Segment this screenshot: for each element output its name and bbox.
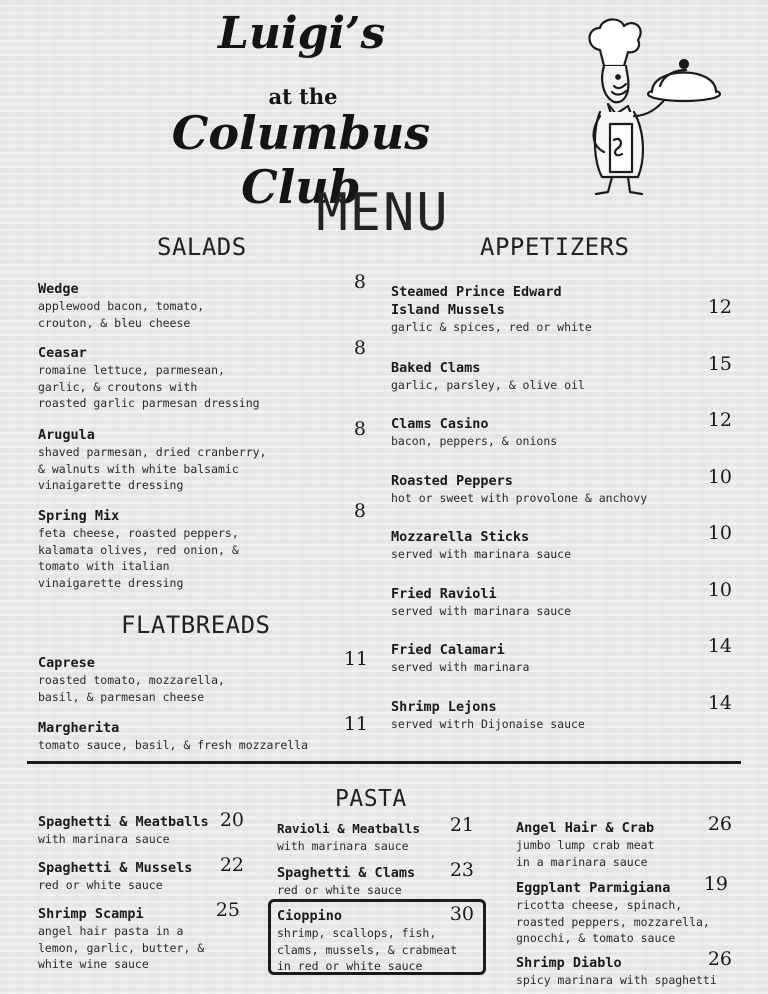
menu-item [391,641,681,676]
item-price: 8 [353,271,366,293]
menu-item [391,472,691,507]
item-desc: jumbo lump crab meat [516,838,655,852]
item-desc: gnocchi, & tomato sauce [516,931,676,945]
item-name: Fried Ravioli [391,586,497,602]
item-name: Clams Casino [391,416,489,432]
item-desc: white wine sauce [38,957,149,971]
item-name: Spaghetti & Meatballs [38,814,209,830]
menu-item [391,359,681,394]
menu-item [277,864,457,899]
item-desc: bacon, peppers, & onions [391,434,558,448]
item-desc: with marinara sauce [38,832,170,846]
menu-item [391,528,681,563]
item-desc: hot or sweet with provolone & anchovy [391,491,648,505]
item-desc: roasted peppers, mozzarella, [516,914,710,929]
item-price: 21 [449,814,474,836]
item-price: 26 [707,948,732,970]
item-desc: red or white sauce [38,878,163,892]
menu-item [391,415,681,450]
item-name: Ravioli & Meatballs [277,821,420,836]
item-desc: shrimp, scallops, fish, [277,926,437,940]
item-desc: served with marinara [391,660,530,674]
item-price: 20 [219,809,244,831]
item-price: 10 [707,579,732,601]
restaurant-location: Columbus Club [171,106,431,214]
item-name: Steamed Prince Edward [391,284,562,300]
item-desc: & walnuts with white balsamic [38,461,239,476]
item-name: Spaghetti & Clams [277,865,416,881]
item-price: 10 [707,466,732,488]
menu-title: MENU [316,183,450,243]
item-desc: clams, mussels, & crabmeat [277,942,458,957]
item-name: Angel Hair & Crab [516,820,655,836]
item-price: 15 [707,353,732,375]
item-desc: kalamata olives, red onion, & [38,542,239,557]
item-desc: crouton, & bleu cheese [38,315,191,330]
item-desc: with marinara sauce [277,839,409,853]
item-desc: garlic, parsley, & olive oil [391,378,585,392]
item-desc: served with marinara sauce [391,547,572,561]
item-name: Mozzarella Sticks [391,529,530,545]
item-price: 10 [707,522,732,544]
section-title-pasta: PASTA [335,786,407,812]
item-desc: tomato with italian [38,559,170,573]
item-price: 25 [215,899,240,921]
item-price: 8 [353,337,366,359]
menu-item [277,820,457,855]
menu-item [38,859,218,894]
menu-item [38,344,368,412]
menu-item [38,280,368,331]
item-price: 12 [707,296,732,318]
item-desc: shaved parmesan, dried cranberry, [38,445,267,459]
item-name: Caprese [38,655,95,671]
item-desc: ricotta cheese, spinach, [516,898,683,912]
item-desc: lemon, garlic, butter, & [38,940,205,955]
item-desc: roasted tomato, mozzarella, [38,673,225,687]
menu-item [38,813,218,848]
menu-item [38,719,338,754]
menu-item [38,654,358,705]
item-desc: red or white sauce [277,883,402,897]
item-name: Shrimp Lejons [391,699,497,715]
item-name: Shrimp Diablo [516,955,622,971]
chef-with-cloche-icon [572,12,722,197]
item-name: Eggplant Parmigiana [516,880,671,896]
item-price: 11 [343,648,368,670]
item-price: 14 [707,692,732,714]
item-name: Arugula [38,427,95,443]
item-desc: tomato sauce, basil, & fresh mozzarella [38,738,309,752]
menu-item [391,283,681,336]
item-price: 23 [449,859,474,881]
item-price: 26 [707,813,732,835]
section-title-appetizers: APPETIZERS [480,233,630,261]
section-title-salads: SALADS [157,233,247,261]
item-desc: applewood bacon, tomato, [38,299,205,313]
item-desc: garlic & spices, red or white [391,320,592,334]
item-desc: romaine lettuce, parmesean, [38,363,225,377]
item-desc: vinaigarette dressing [38,478,184,492]
item-desc: in red or white sauce [277,959,423,973]
item-name: Ceasar [38,345,87,361]
menu-item [38,426,368,494]
item-desc: served witrh Dijonaise sauce [391,717,585,731]
item-name: Fried Calamari [391,642,505,658]
item-desc: spicy marinara with spaghetti [516,973,717,987]
item-name: Wedge [38,281,79,297]
item-desc: garlic, & croutons with [38,379,198,394]
item-price: 30 [449,903,474,925]
section-title-flatbreads: FLATBREADS [121,611,271,639]
item-name: Shrimp Scampi [38,906,144,922]
item-desc: feta cheese, roasted peppers, [38,526,239,540]
restaurant-name: Luigi’s [218,8,386,59]
menu-item [516,819,716,870]
item-desc: in a marinara sauce [516,854,648,869]
item-price: 19 [703,873,728,895]
section-divider [27,761,741,764]
item-name: Spring Mix [38,508,120,524]
item-price: 8 [353,500,366,522]
item-desc: roasted garlic parmesan dressing [38,396,260,410]
item-price: 22 [219,854,244,876]
item-name: Cioppino [277,908,343,924]
menu-item [391,585,681,620]
item-desc: vinaigarette dressing [38,575,184,590]
restaurant-name-connector: at the [268,84,338,109]
item-desc: basil, & parmesan cheese [38,689,205,704]
item-price: 11 [343,713,368,735]
item-name: Baked Clams [391,360,481,376]
item-name: Roasted Peppers [391,473,513,489]
menu-item [391,698,681,733]
item-desc: served with marinara sauce [391,604,572,618]
item-price: 12 [707,409,732,431]
item-price: 14 [707,635,732,657]
item-name: Spaghetti & Mussels [38,860,193,876]
item-price: 8 [353,418,366,440]
item-desc: angel hair pasta in a [38,924,184,938]
item-name: Island Mussels [391,302,505,318]
item-name: Margherita [38,720,120,736]
menu-item [38,507,368,591]
